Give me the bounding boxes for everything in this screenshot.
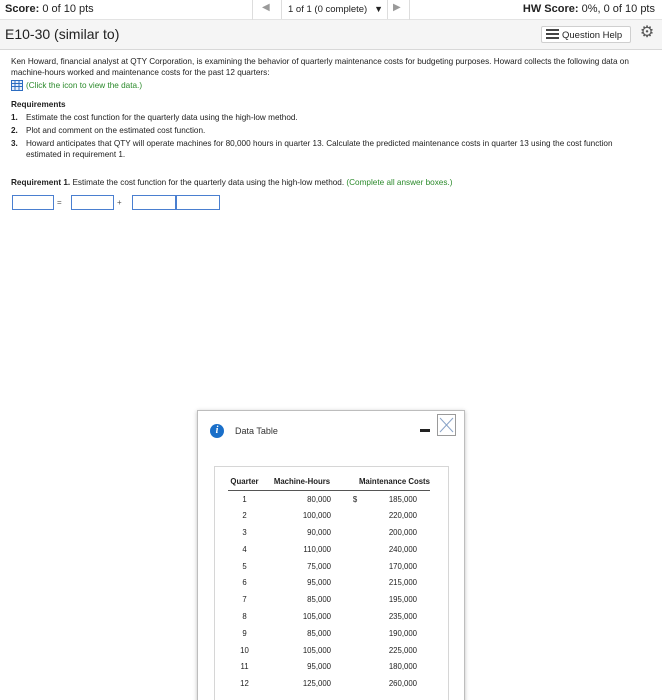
maintenance-cost-cell: 195,000 xyxy=(388,595,417,605)
answer-box-left[interactable] xyxy=(12,195,54,210)
maintenance-cost-cell: 240,000 xyxy=(388,544,417,554)
machine-hours-cell: 105,000 xyxy=(302,645,331,655)
table-row xyxy=(228,491,430,508)
requirement-item xyxy=(11,138,651,160)
question-pager xyxy=(252,0,410,20)
requirement-number: 1. xyxy=(11,113,18,122)
dialog-title: Data Table xyxy=(235,426,278,436)
data-table-dialog xyxy=(197,410,465,700)
score xyxy=(5,3,94,15)
currency-cell xyxy=(343,658,367,675)
maintenance-cost-cell: 170,000 xyxy=(388,561,417,571)
maintenance-cost-cell: 235,000 xyxy=(388,611,417,621)
table-row xyxy=(228,574,430,591)
maintenance-cost-cell: 190,000 xyxy=(388,628,417,638)
currency-cell xyxy=(343,541,367,558)
requirement-1-text: Estimate the cost function for the quarterly data using the high-low method. xyxy=(72,178,345,187)
table-row xyxy=(228,642,430,659)
requirements-list xyxy=(11,112,651,160)
hw-score xyxy=(523,3,655,15)
currency-cell xyxy=(343,625,367,642)
maintenance-cost-cell: 225,000 xyxy=(388,645,417,655)
requirements-heading: Requirements xyxy=(11,100,66,109)
machine-hours-cell: 85,000 xyxy=(307,595,331,605)
table-row xyxy=(228,608,430,625)
machine-hours-cell: 90,000 xyxy=(307,527,331,537)
machine-hours-cell: 95,000 xyxy=(307,662,331,672)
machine-hours-cell: 100,000 xyxy=(302,511,331,521)
info-icon: i xyxy=(210,424,224,438)
column-header-machine-hours: Machine-Hours xyxy=(261,472,343,491)
requirement-text: Plot and comment on the estimated cost function. xyxy=(26,126,206,135)
maintenance-cost-cell: 200,000 xyxy=(388,527,417,537)
close-icon[interactable] xyxy=(437,414,456,436)
machine-hours-cell: 95,000 xyxy=(307,578,331,588)
requirement-1-label: Requirement 1. xyxy=(11,178,71,187)
data-table-frame xyxy=(214,466,449,700)
quarter-cell: 10 xyxy=(240,645,249,655)
table-row xyxy=(228,675,430,692)
table-grid-icon[interactable] xyxy=(11,80,23,91)
machine-hours-cell: 105,000 xyxy=(302,611,331,621)
quarter-cell: 5 xyxy=(242,561,247,571)
question-title: E10-30 (similar to) xyxy=(5,26,120,42)
column-header-quarter: Quarter xyxy=(228,472,261,491)
quarter-cell: 11 xyxy=(240,662,249,672)
currency-cell xyxy=(343,558,367,575)
question-help-label: Question Help xyxy=(562,30,623,41)
requirement-number: 3. xyxy=(11,139,18,148)
gear-icon[interactable]: ⚙ xyxy=(639,24,655,41)
machine-hours-cell: 85,000 xyxy=(307,628,331,638)
score-value: 0 of 10 pts xyxy=(42,3,94,15)
minimize-icon[interactable] xyxy=(420,429,430,432)
quarter-cell: 8 xyxy=(242,611,247,621)
maintenance-cost-cell: 180,000 xyxy=(388,662,417,672)
question-intro: Ken Howard, financial analyst at QTY Corporation, is examining the behavior of quarterly maintenance costs for budgeting purposes. Howard collects the following data on machine-hours worked and maintenance costs for the past 12 quarters: xyxy=(11,57,629,77)
data-table xyxy=(228,472,430,692)
quarter-cell: 2 xyxy=(242,511,247,521)
question-select[interactable] xyxy=(281,0,388,19)
table-row xyxy=(228,591,430,608)
requirement-number: 2. xyxy=(11,126,18,135)
hw-score-label: HW Score: xyxy=(522,3,579,15)
currency-cell xyxy=(343,675,367,692)
question-titlebar xyxy=(0,20,662,50)
requirement-text: Estimate the cost function for the quarterly data using the high-low method. xyxy=(26,113,298,122)
table-row xyxy=(228,524,430,541)
maintenance-cost-cell: 215,000 xyxy=(388,578,417,588)
answer-box-variable[interactable] xyxy=(176,195,220,210)
requirement-1-hint: (Complete all answer boxes.) xyxy=(346,178,453,187)
currency-cell xyxy=(343,524,367,541)
close-x-glyph xyxy=(438,415,455,435)
maintenance-cost-cell: 185,000 xyxy=(388,494,417,504)
question-help-button[interactable] xyxy=(541,26,631,43)
table-row xyxy=(228,558,430,575)
machine-hours-cell: 80,000 xyxy=(307,494,331,504)
plus-sign: + xyxy=(117,198,122,207)
table-row xyxy=(228,625,430,642)
machine-hours-cell: 125,000 xyxy=(302,679,331,689)
currency-cell xyxy=(343,507,367,524)
machine-hours-cell: 110,000 xyxy=(303,544,331,554)
next-question-icon[interactable]: ▶ xyxy=(393,2,401,13)
score-bar xyxy=(0,0,662,20)
score-label: Score: xyxy=(5,3,40,15)
quarter-cell: 12 xyxy=(240,679,249,689)
quarter-cell: 1 xyxy=(242,494,247,504)
currency-cell xyxy=(343,591,367,608)
question-body xyxy=(11,56,651,162)
currency-cell xyxy=(343,642,367,659)
dialog-header xyxy=(198,411,464,451)
table-row xyxy=(228,507,430,524)
table-header-row xyxy=(228,472,430,491)
table-row xyxy=(228,658,430,675)
quarter-cell: 4 xyxy=(242,544,247,554)
quarter-cell: 9 xyxy=(242,628,247,638)
table-row xyxy=(228,541,430,558)
previous-question-icon[interactable]: ◀ xyxy=(262,2,270,13)
view-data-link[interactable] xyxy=(11,80,651,91)
equals-sign: = xyxy=(57,198,62,207)
quarter-cell: 6 xyxy=(242,578,247,588)
answer-box-variable-rate[interactable] xyxy=(132,195,176,210)
view-data-label: (Click the icon to view the data.) xyxy=(26,81,143,90)
currency-cell xyxy=(343,574,367,591)
quarter-cell: 3 xyxy=(242,527,247,537)
requirement-item xyxy=(11,112,651,123)
question-select-value: 1 of 1 (0 complete) xyxy=(288,4,368,15)
requirement-1-prompt xyxy=(11,178,452,187)
maintenance-cost-cell: 220,000 xyxy=(388,511,417,521)
quarter-cell: 7 xyxy=(242,595,247,605)
list-icon xyxy=(546,29,559,39)
machine-hours-cell: 75,000 xyxy=(307,561,331,571)
column-header-maintenance-costs: Maintenance Costs xyxy=(343,472,430,491)
currency-cell: $ xyxy=(352,494,358,504)
answer-box-fixed-cost[interactable] xyxy=(71,195,114,210)
maintenance-cost-cell: 260,000 xyxy=(388,679,417,689)
currency-cell xyxy=(343,608,367,625)
chevron-down-icon: ▼ xyxy=(374,4,383,14)
hw-score-value: 0%, 0 of 10 pts xyxy=(581,3,655,15)
requirement-text: Howard anticipates that QTY will operate machines for 80,000 hours in quarter 13. Calculate the predicted maintenance costs in quarter 13 using the cost function estimated in requirement 1. xyxy=(26,139,613,159)
requirement-item xyxy=(11,125,651,136)
